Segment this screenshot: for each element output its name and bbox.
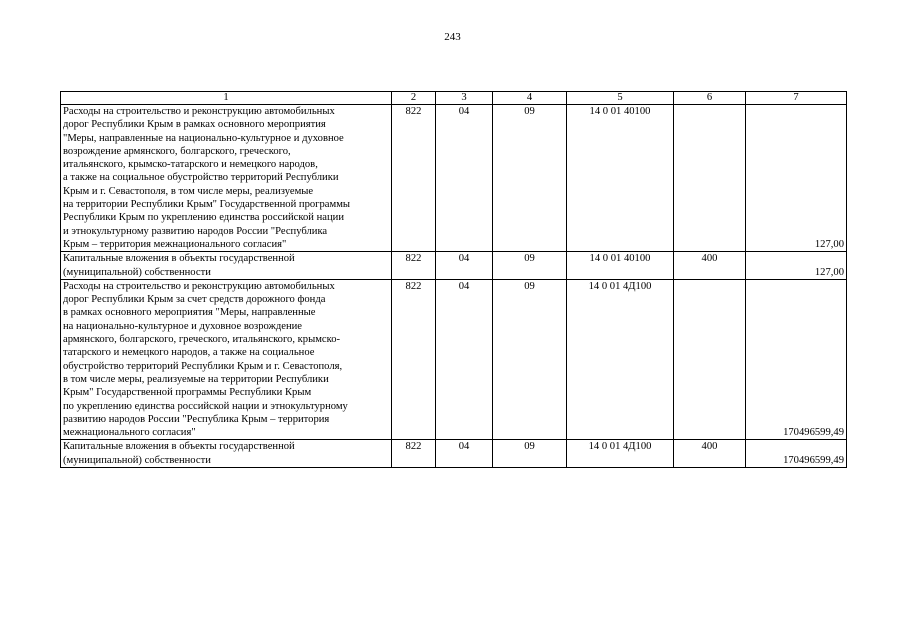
row-col2: 822 — [392, 440, 436, 468]
row-amount: 127,00 — [746, 105, 847, 252]
row-col6 — [674, 105, 746, 252]
row-description: Расходы на строительство и реконструкцию автомобильных дорог Республики Крым в рамках основного мероприятия "Меры, направленные на национально-культурное и духовное возрождение армянского, болгарского, греческого, итальянского, крымско-татарского и немецкого народов, а также на социальное обустройство территорий Республики Крым и г. Севастополя, в том числе меры, реализуемые на территории Республики Крым" Государственной программы Республики Крым по укреплению единства российской нации и этнокультурному развитию народов России "Республика Крым – территория межнационального согласия" — [61, 105, 392, 252]
budget-table — [60, 91, 847, 468]
row-description: Капитальные вложения в объекты государственной (муниципальной) собственности — [61, 252, 392, 280]
row-col4: 09 — [493, 105, 567, 252]
table-row — [61, 440, 847, 468]
row-col3: 04 — [436, 440, 493, 468]
row-col2: 822 — [392, 252, 436, 280]
row-col3: 04 — [436, 279, 493, 440]
row-col3: 04 — [436, 105, 493, 252]
row-col4: 09 — [493, 440, 567, 468]
row-col6: 400 — [674, 252, 746, 280]
table-header-row — [61, 92, 847, 105]
header-cell: 5 — [567, 92, 674, 105]
row-col5: 14 0 01 40100 — [567, 105, 674, 252]
table-row — [61, 279, 847, 440]
row-col2: 822 — [392, 105, 436, 252]
header-cell: 2 — [392, 92, 436, 105]
row-col3: 04 — [436, 252, 493, 280]
row-amount: 127,00 — [746, 252, 847, 280]
row-col6: 400 — [674, 440, 746, 468]
row-col5: 14 0 01 40100 — [567, 252, 674, 280]
row-col4: 09 — [493, 279, 567, 440]
row-description: Капитальные вложения в объекты государственной (муниципальной) собственности — [61, 440, 392, 468]
row-amount: 170496599,49 — [746, 279, 847, 440]
row-col6 — [674, 279, 746, 440]
table-row — [61, 252, 847, 280]
header-cell: 3 — [436, 92, 493, 105]
row-col2: 822 — [392, 279, 436, 440]
table-row — [61, 105, 847, 252]
header-cell: 1 — [61, 92, 392, 105]
row-col5: 14 0 01 4Д100 — [567, 279, 674, 440]
header-cell: 7 — [746, 92, 847, 105]
header-cell: 4 — [493, 92, 567, 105]
row-col5: 14 0 01 4Д100 — [567, 440, 674, 468]
header-cell: 6 — [674, 92, 746, 105]
row-description: Расходы на строительство и реконструкцию автомобильных дорог Республики Крым за счет средств дорожного фонда в рамках основного мероприятия "Меры, направленные на национально-культурное и духовное возрождение армянского, болгарского, греческого, итальянского, крымско- татарского и немецкого народов, а также на социальное обустройство территорий Республики Крым и г. Севастополя, в том числе меры, реализуемые на территории Республики Крым" Государственной программы Республики Крым по укреплению единства российской нации и этнокультурному развитию народов России "Республика Крым – территория межнационального согласия" — [61, 279, 392, 440]
row-amount: 170496599,49 — [746, 440, 847, 468]
row-col4: 09 — [493, 252, 567, 280]
page-number: 243 — [444, 31, 461, 43]
